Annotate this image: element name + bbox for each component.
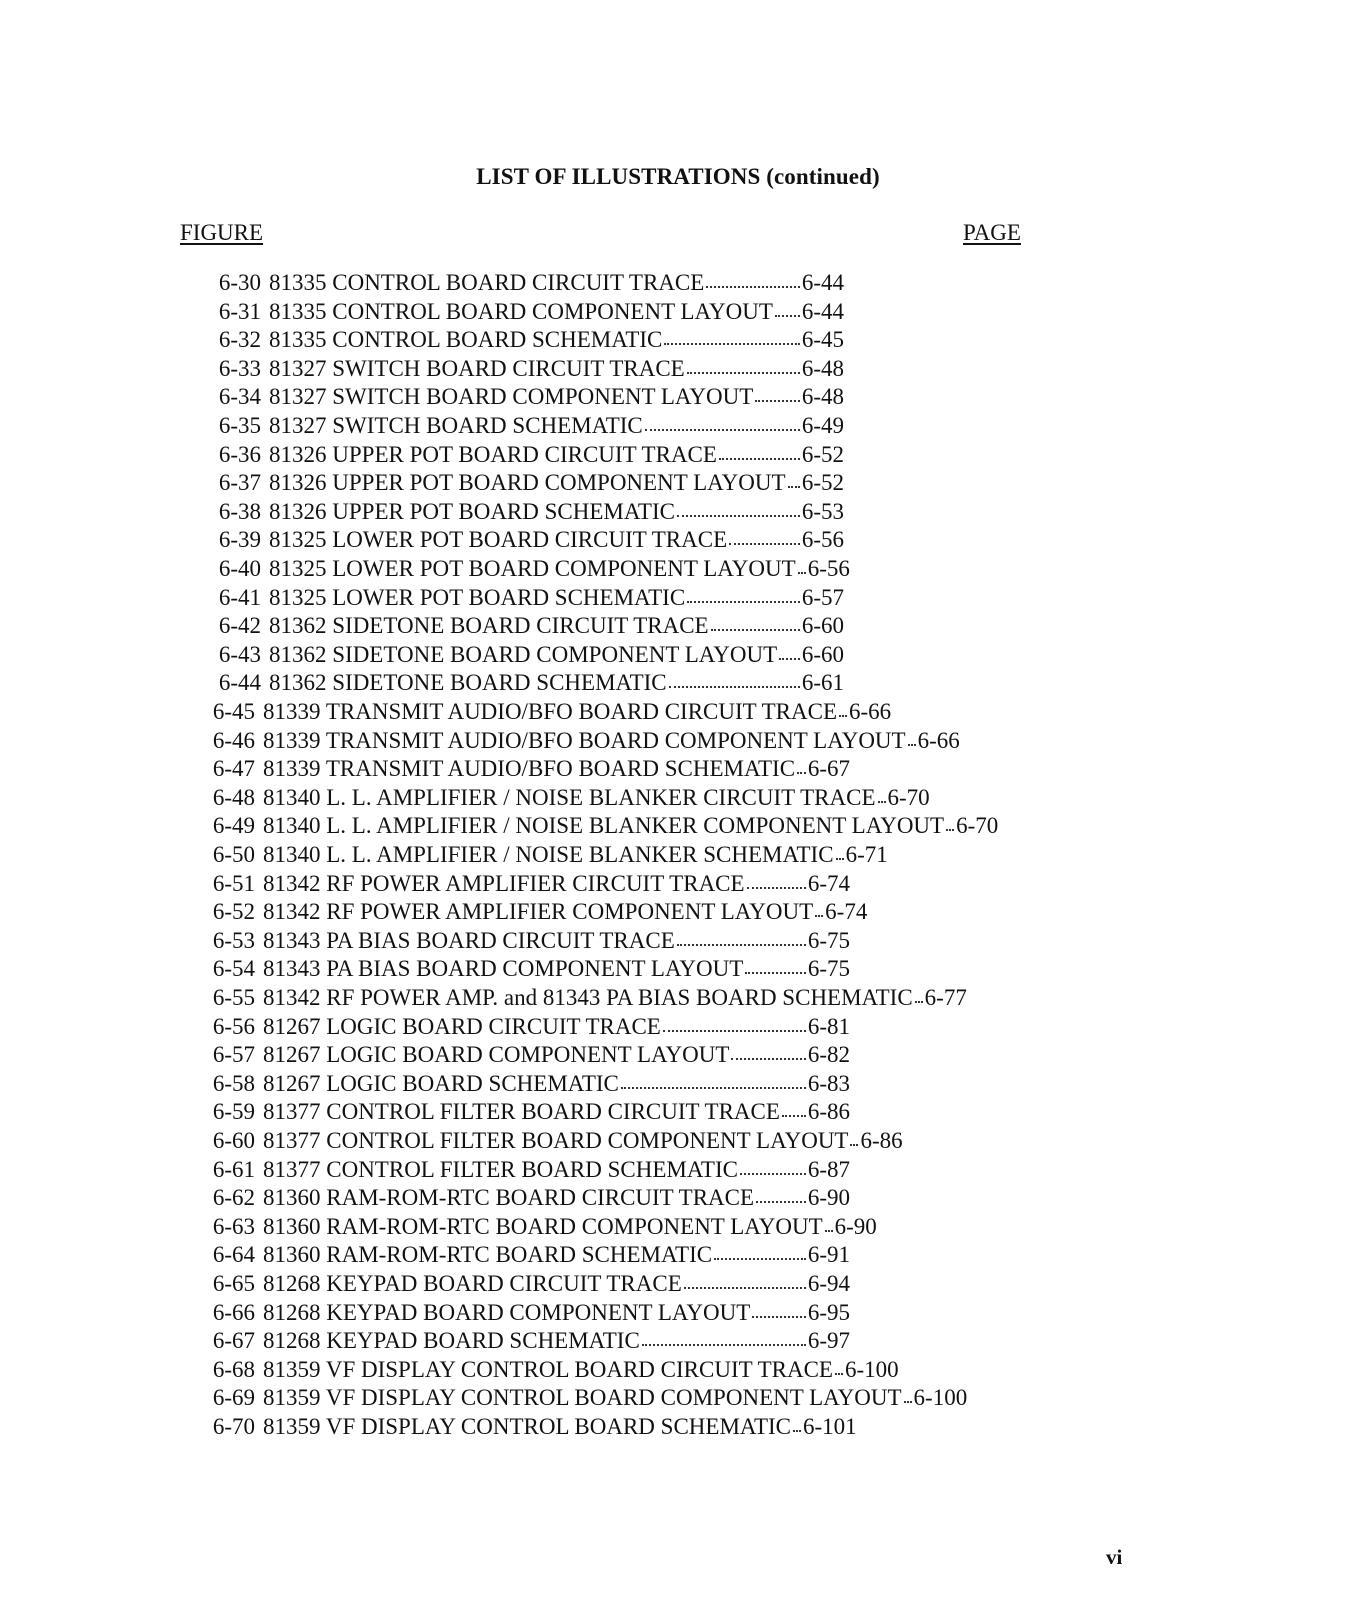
figure-title: 81326 UPPER POT BOARD CIRCUIT TRACE [269,441,717,467]
figure-page: 6-100 [913,1385,968,1411]
figure-number: 6-59 [212,1099,255,1125]
dot-leader [775,315,800,317]
figure-page: 6-56 [807,556,850,581]
toc-entry [199,413,844,442]
toc-entry [193,1042,850,1071]
figure-title: 81325 LOWER POT BOARD SCHEMATIC [269,584,686,610]
figure-number: 6-52 [212,899,255,925]
dot-leader [745,972,806,974]
figure-title: 81360 RAM-ROM-RTC BOARD COMPONENT LAYOUT [263,1213,823,1239]
page-title: LIST OF ILLUSTRATIONS (continued) [476,164,880,189]
figure-page: 6-70 [956,813,999,839]
figure-title: 81335 CONTROL BOARD CIRCUIT TRACE [269,270,705,295]
toc-entry [193,871,850,900]
dot-leader [839,715,847,717]
figure-page: 6-87 [807,1156,850,1182]
figure-column-header: FIGURE [180,220,264,245]
dot-leader [835,1373,843,1375]
toc-entry [193,1157,850,1186]
figure-number: 6-57 [212,1042,255,1068]
figure-number: 6-32 [218,327,261,353]
toc-entry [193,1414,857,1443]
dot-leader [714,1258,806,1260]
dot-leader [878,801,886,803]
figure-number: 6-54 [212,956,255,982]
figure-page: 6-82 [807,1042,850,1068]
figure-number: 6-33 [218,355,261,381]
dot-leader [711,629,800,631]
toc-entry [199,527,844,556]
dot-leader [815,915,823,917]
figure-number: 6-50 [212,842,255,867]
figure-page: 6-91 [807,1242,850,1268]
figure-page: 6-71 [845,842,888,867]
dot-leader [755,400,800,402]
dot-leader [719,458,800,460]
dot-leader [782,1115,806,1117]
figure-number: 6-42 [218,613,261,639]
toc-entry [193,1213,877,1243]
figure-page: 6-48 [801,355,844,381]
figure-title: 81268 KEYPAD BOARD CIRCUIT TRACE [263,1271,682,1296]
figure-page: 6-75 [807,956,850,982]
figure-title: 81362 SIDETONE BOARD COMPONENT LAYOUT [269,641,778,667]
figure-title: 81362 SIDETONE BOARD CIRCUIT TRACE [269,613,709,639]
figure-number: 6-43 [218,641,261,667]
dot-leader [915,1001,923,1003]
toc-entry [193,756,850,785]
figure-number: 6-56 [212,1013,255,1039]
figure-number: 6-31 [218,298,261,324]
toc-entry [193,1014,850,1043]
figure-title: 81359 VF DISPLAY CONTROL BOARD COMPONENT LAYOUT [263,1385,902,1411]
dot-leader [687,601,800,603]
figure-number: 6-35 [218,413,261,438]
figure-page: 6-52 [801,470,844,496]
figure-number: 6-69 [212,1385,255,1411]
figure-title: 81335 CONTROL BOARD COMPONENT LAYOUT [269,298,773,324]
figure-title: 81360 RAM-ROM-RTC BOARD SCHEMATIC [263,1242,713,1268]
figure-number: 6-44 [218,670,261,696]
figure-number: 6-60 [212,1128,255,1153]
figure-title: 81362 SIDETONE BOARD SCHEMATIC [269,670,667,696]
toc-entry [193,727,960,757]
figure-number: 6-61 [212,1156,255,1182]
figure-title: 81339 TRANSMIT AUDIO/BFO BOARD CIRCUIT TRACE [263,699,838,724]
figure-number: 6-66 [212,1299,255,1325]
figure-page: 6-90 [807,1185,850,1211]
figure-title: 81326 UPPER POT BOARD COMPONENT LAYOUT [269,470,786,496]
toc-entry [193,928,850,957]
toc-entry [193,1328,850,1357]
figure-number: 6-40 [218,556,261,581]
figure-number: 6-62 [212,1185,255,1211]
figure-title: 81359 VF DISPLAY CONTROL BOARD SCHEMATIC [263,1414,792,1439]
figure-number: 6-36 [218,441,261,467]
figure-title: 81325 LOWER POT BOARD COMPONENT LAYOUT [269,556,796,581]
figure-title: 81339 TRANSMIT AUDIO/BFO BOARD COMPONENT LAYOUT [263,727,906,753]
figure-title: 81360 RAM-ROM-RTC BOARD CIRCUIT TRACE [263,1185,755,1211]
dot-leader [645,429,800,431]
figure-number: 6-47 [212,756,255,782]
figure-page: 6-52 [801,441,844,467]
figure-title: 81327 SWITCH BOARD SCHEMATIC [269,413,643,438]
toc-entry [193,1071,850,1100]
figure-title: 81340 L. L. AMPLIFIER / NOISE BLANKER COMPONENT LAYOUT [263,813,945,839]
dot-leader [677,944,806,946]
toc-entry [193,1099,850,1128]
dot-leader [731,1058,805,1060]
dot-leader [908,744,916,746]
dot-leader [788,486,800,488]
figure-page: 6-101 [803,1414,857,1439]
figure-number: 6-38 [218,498,261,524]
figure-page: 6-66 [849,699,892,724]
toc-entry [199,442,844,471]
figure-page: 6-77 [924,985,967,1010]
figure-page: 6-74 [807,870,850,896]
dot-leader [729,543,800,545]
figure-page: 6-67 [807,756,850,782]
figure-title: 81268 KEYPAD BOARD SCHEMATIC [263,1328,640,1354]
figure-page: 6-56 [801,527,844,553]
dot-leader [797,772,806,774]
figure-title: 81335 CONTROL BOARD SCHEMATIC [269,327,663,353]
dot-leader [669,686,800,688]
toc-entry [193,1356,899,1386]
dot-leader [740,1173,806,1175]
figure-number: 6-55 [212,985,255,1010]
figure-page: 6-90 [834,1213,877,1239]
figure-number: 6-30 [218,270,261,295]
dot-leader [850,1144,858,1146]
figure-number: 6-64 [212,1242,255,1268]
figure-number: 6-39 [218,527,261,553]
figure-page: 6-49 [801,413,844,438]
dot-leader [642,1344,806,1346]
figure-number: 6-41 [218,584,261,610]
figure-title: 81327 SWITCH BOARD CIRCUIT TRACE [269,355,685,381]
dot-leader [779,658,800,660]
figure-title: 81377 CONTROL FILTER BOARD SCHEMATIC [263,1156,738,1182]
toc-entry [199,556,850,585]
figure-page: 6-74 [825,899,868,925]
toc-entry [193,1271,850,1300]
figure-title: 81342 RF POWER AMPLIFIER CIRCUIT TRACE [263,870,745,896]
dot-leader [747,887,806,889]
dot-leader [904,1401,912,1403]
figure-page: 6-70 [887,784,930,810]
figure-number: 6-53 [212,927,255,953]
dot-leader [706,286,800,288]
figure-page: 6-95 [807,1299,850,1325]
dot-leader [687,372,800,374]
toc-entry [193,699,892,728]
figure-title: 81340 L. L. AMPLIFIER / NOISE BLANKER SCHEMATIC [263,842,834,867]
figure-number: 6-58 [212,1070,255,1096]
toc-entry [199,642,844,671]
toc-entry [199,499,844,528]
figure-title: 81342 RF POWER AMP. and 81343 PA BIAS BOARD SCHEMATIC [263,985,913,1010]
dot-leader [836,858,844,860]
figure-page: 6-57 [801,584,844,610]
dot-leader [677,515,800,517]
figure-page: 6-66 [917,727,960,753]
figure-title: 81377 CONTROL FILTER BOARD COMPONENT LAYOUT [263,1128,849,1153]
figure-title: 81268 KEYPAD BOARD COMPONENT LAYOUT [263,1299,751,1325]
figure-title: 81267 LOGIC BOARD SCHEMATIC [263,1070,619,1096]
figure-page: 6-86 [860,1128,903,1153]
toc-entry [193,899,868,928]
figure-page: 6-86 [807,1099,850,1125]
dot-leader [684,1287,806,1289]
toc-entry [199,585,844,614]
figure-title: 81327 SWITCH BOARD COMPONENT LAYOUT [269,384,754,410]
dot-leader [621,1087,806,1089]
toc-entry [199,327,844,356]
figure-page: 6-44 [801,298,844,324]
figure-title: 81359 VF DISPLAY CONTROL BOARD CIRCUIT TRACE [263,1356,833,1382]
toc-entry [193,842,888,871]
figure-page: 6-100 [844,1356,899,1382]
dot-leader [752,1316,806,1318]
toc-entry [199,470,844,499]
figure-number: 6-68 [212,1356,255,1382]
figure-page: 6-53 [801,498,844,524]
dot-leader [825,1230,833,1232]
toc-entry [193,1385,968,1414]
figure-number: 6-48 [212,784,255,810]
toc-entry [199,270,844,299]
figure-number: 6-70 [212,1414,255,1439]
dot-leader [946,829,954,831]
figure-title: 81267 LOGIC BOARD CIRCUIT TRACE [263,1013,661,1039]
figure-number: 6-37 [218,470,261,496]
figure-title: 81340 L. L. AMPLIFIER / NOISE BLANKER CIRCUIT TRACE [263,784,876,810]
figure-number: 6-63 [212,1213,255,1239]
figure-number: 6-67 [212,1328,255,1354]
figure-page: 6-48 [801,384,844,410]
figure-page: 6-60 [801,613,844,639]
figure-page: 6-75 [807,927,850,953]
toc-entry [193,1242,850,1271]
toc-entry [199,356,844,385]
figure-page: 6-61 [801,670,844,696]
figure-number: 6-49 [212,813,255,839]
figure-page: 6-94 [807,1271,850,1296]
toc-entry [193,784,930,814]
figure-title: 81267 LOGIC BOARD COMPONENT LAYOUT [263,1042,730,1068]
figure-title: 81343 PA BIAS BOARD COMPONENT LAYOUT [263,956,744,982]
figure-page: 6-97 [807,1328,850,1354]
toc-entry [199,299,844,328]
figure-number: 6-45 [212,699,255,724]
figure-title: 81326 UPPER POT BOARD SCHEMATIC [269,498,675,524]
toc-entry [193,956,850,985]
toc-entry [199,384,844,413]
toc-entry [193,1185,850,1214]
toc-entry [193,1128,903,1157]
toc-entry [193,985,967,1014]
figure-title: 81325 LOWER POT BOARD CIRCUIT TRACE [269,527,728,553]
toc-entry [193,1300,850,1329]
figure-title: 81343 PA BIAS BOARD CIRCUIT TRACE [263,927,675,953]
dot-leader [664,343,799,345]
dot-leader [756,1201,806,1203]
figure-page: 6-60 [801,641,844,667]
figure-page: 6-81 [807,1013,850,1039]
dot-leader [663,1030,806,1032]
dot-leader [793,1430,801,1432]
toc-entry [193,813,999,842]
toc-entry [199,670,844,699]
dot-leader [798,572,806,574]
figure-page: 6-83 [807,1070,850,1096]
page-number: vi [1106,1545,1123,1569]
figure-title: 81377 CONTROL FILTER BOARD CIRCUIT TRACE [263,1099,780,1125]
figure-page: 6-45 [801,327,844,353]
figure-number: 6-34 [218,384,261,410]
toc-entry [199,613,844,642]
figure-number: 6-51 [212,870,255,896]
figure-title: 81342 RF POWER AMPLIFIER COMPONENT LAYOUT [263,899,814,925]
figure-page: 6-44 [801,270,844,295]
figure-title: 81339 TRANSMIT AUDIO/BFO BOARD SCHEMATIC [263,756,796,782]
page-column-header: PAGE [963,220,1021,245]
figure-number: 6-46 [212,727,255,753]
figure-number: 6-65 [212,1271,255,1296]
